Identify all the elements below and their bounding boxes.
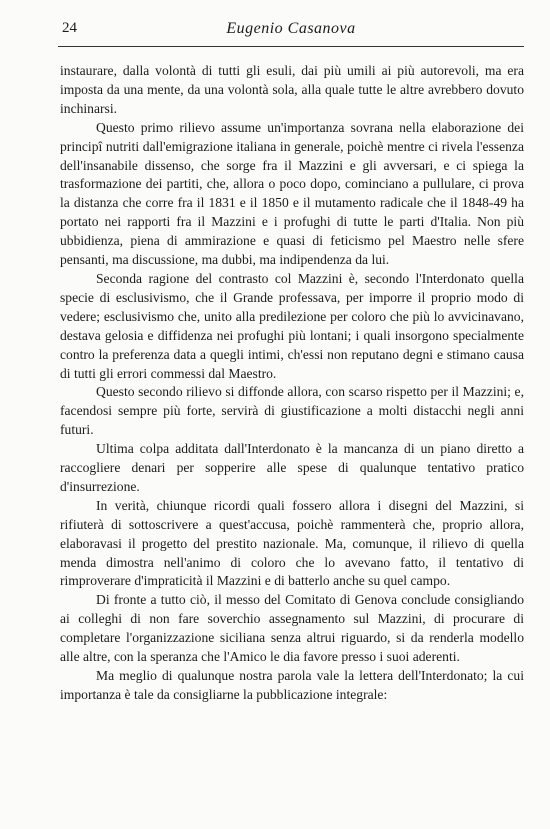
paragraph: Seconda ragione del contrasto col Mazzini è, secondo l'Interdonato quella specie di esclusivismo, che il Grande professava, per imporre il proprio modo di vedere; esclusivismo che, unito alla predilezione per coloro che più lo avvicinavano, destava gelosia e diffidenza nei profughi più lontani; i quali insorgono specialmente contro la preferenza data a quegli intimi, ch'essi non reputano degni e stimano causa di tutti gli errori commessi dal Maestro. [60, 270, 524, 381]
paragraph: Ultima colpa additata dall'Interdonato è la mancanza di un piano diretto a raccogliere denari per sopperire alle spese di qualunque tentativo pratico d'insurrezione. [60, 441, 524, 494]
paragraph: Questo secondo rilievo si diffonde allora, con scarso rispetto per il Mazzini; e, facendosi sempre più forte, servirà di giustificazione a molti distacchi negli anni futuri. [60, 384, 524, 438]
paragraph: Questo primo rilievo assume un'importanza sovrana nella elaborazione dei principî nutriti dall'emigrazione italiana in generale, poichè mentre ci rivela l'essenza dell'insanabile dissenso, che sorge fra il Mazzini e gli avversari, e ci spiega la trasformazione dei partiti, che, allora o poco dopo, cominciano a pullulare, ci prova la distanza che corre fra il 1831 e il 1850 e il mutamento radicale che il 1848-49 ha portato nei rapporti fra il Mazzini e i profughi di tutte le parti d'Italia. Non più ubbidienza, piena di ammirazione e quasi di feticismo pel Maestro nelle sfere pensanti, ma discussione, ma dubbi, ma indipendenza da lui. [60, 119, 524, 268]
paragraph-continuation: instaurare, dalla volontà di tutti gli esuli, dai più umili ai più autorevoli, ma era imposta da una mente, da una volontà sola, alla quale tutte le altre avrebbero dovuto inchinarsi. [60, 63, 524, 116]
paragraph: Ma meglio di qualunque nostra parola vale la lettera dell'Interdonato; la cui importanza è tale da consigliarne la pubblicazione integrale: [60, 668, 524, 702]
body-text [60, 62, 524, 705]
page-header [58, 18, 524, 47]
page-number: 24 [62, 20, 77, 36]
running-head: Eugenio Casanova [226, 20, 356, 37]
paragraph: In verità, chiunque ricordi quali fossero allora i disegni del Mazzini, si rifiuterà di sottoscrivere a quest'accusa, poichè rammenterà che, proprio allora, elaboravasi il progetto del prestito nazionale. Ma, comunque, il rilievo di quella menda dimostra nell'animo di coloro che lo avevano fatto, il tentativo di rimproverare d'impraticità il Mazzini e di batterlo anche su quel campo. [60, 497, 524, 589]
paragraph: Di fronte a tutto ciò, il messo del Comitato di Genova conclude consigliando ai colleghi di non fare soverchio assegnamento sul Mazzini, di procurare di completare l'organizzazione siciliana senza altrui riguardo, si da renderla modello alle altre, con la speranza che l'Amico le dia favore presso i suoi aderenti. [60, 592, 524, 665]
